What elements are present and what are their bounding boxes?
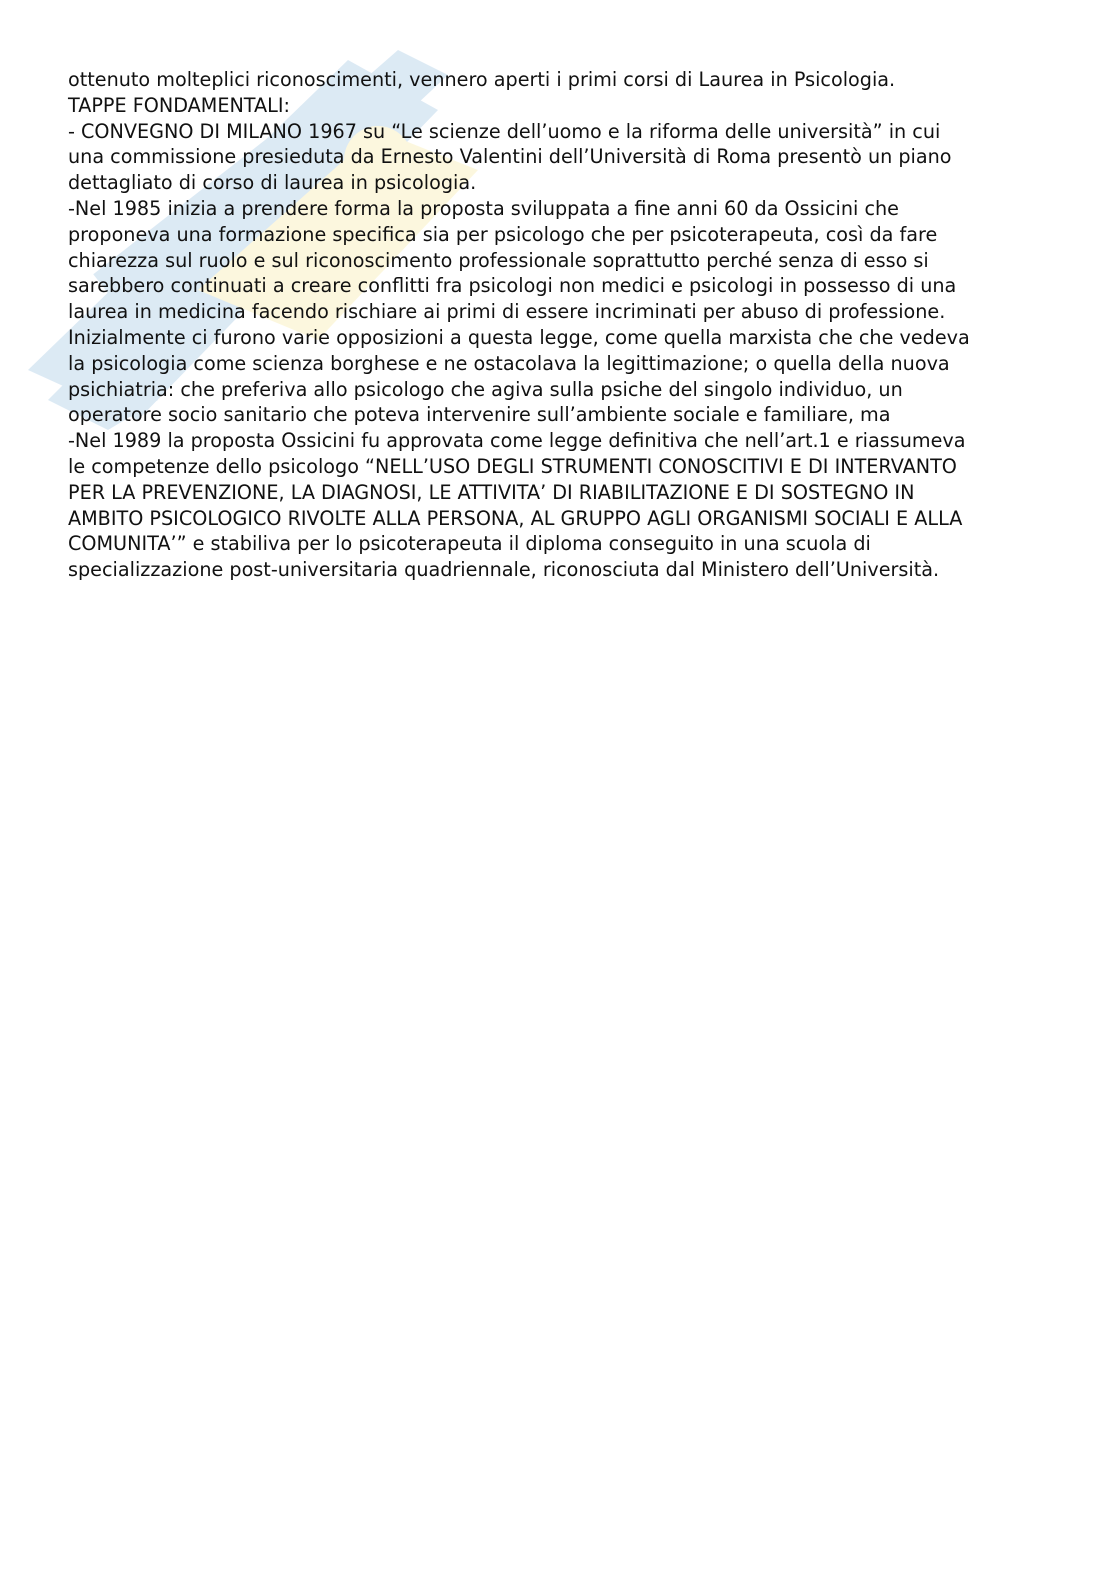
text-line: dettagliato di corso di laurea in psicologia.: [68, 171, 477, 195]
section-heading: TAPPE FONDAMENTALI:: [68, 93, 290, 117]
text-line: una commissione presieduta da Ernesto Valentini dell’Università di Roma presentò un piano: [68, 145, 952, 169]
text-line: ottenuto molteplici riconoscimenti, vennero aperti i primi corsi di Laurea in Psicologia.: [68, 68, 896, 91]
text-line: specializzazione post-universitaria quadriennale, riconosciuta dal Ministero dell’Università.: [68, 558, 940, 582]
text-line: laurea in medicina facendo rischiare ai primi di essere incriminati per abuso di professione.: [68, 300, 946, 324]
text-line: -Nel 1985 inizia a prendere forma la proposta sviluppata a fine anni 60 da Ossicini che: [68, 196, 899, 220]
text-line: la psicologia come scienza borghese e ne ostacolava la legittimazione; o quella della nuova: [68, 351, 950, 375]
text-line: COMUNITA’” e stabiliva per lo psicoterapeuta il diploma conseguito in una scuola di: [68, 532, 871, 556]
text-line: Inizialmente ci furono varie opposizioni a questa legge, come quella marxista che che vedeva: [68, 325, 970, 349]
text-line: PER LA PREVENZIONE, LA DIAGNOSI, LE ATTIVITA’ DI RIABILITAZIONE E DI SOSTEGNO IN: [68, 480, 915, 504]
text-line: chiarezza sul ruolo e sul riconoscimento professionale soprattutto perché senza di esso si: [68, 248, 929, 272]
text-line: le competenze dello psicologo “NELL’USO DEGLI STRUMENTI CONOSCITIVI E DI INTERVANTO: [68, 454, 957, 478]
text-line: psichiatria: che preferiva allo psicologo che agiva sulla psiche del singolo individuo, un: [68, 377, 903, 401]
text-line: proponeva una formazione specifica sia per psicologo che per psicoterapeuta, così da fare: [68, 222, 938, 246]
text-line: operatore socio sanitario che poteva intervenire sull’ambiente sociale e familiare, ma: [68, 403, 891, 427]
text-line: - CONVEGNO DI MILANO 1967 su “Le scienze dell’uomo e la riforma delle università” in cui: [68, 119, 941, 143]
text-line: AMBITO PSICOLOGICO RIVOLTE ALLA PERSONA, AL GRUPPO AGLI ORGANISMI SOCIALI E ALLA: [68, 506, 963, 530]
document-body: [68, 67, 1068, 583]
text-line: -Nel 1989 la proposta Ossicini fu approvata come legge definitiva che nell’art.1 e riassumeva: [68, 429, 966, 453]
text-line: sarebbero continuati a creare conflitti fra psicologi non medici e psicologi in possesso di una: [68, 274, 957, 298]
